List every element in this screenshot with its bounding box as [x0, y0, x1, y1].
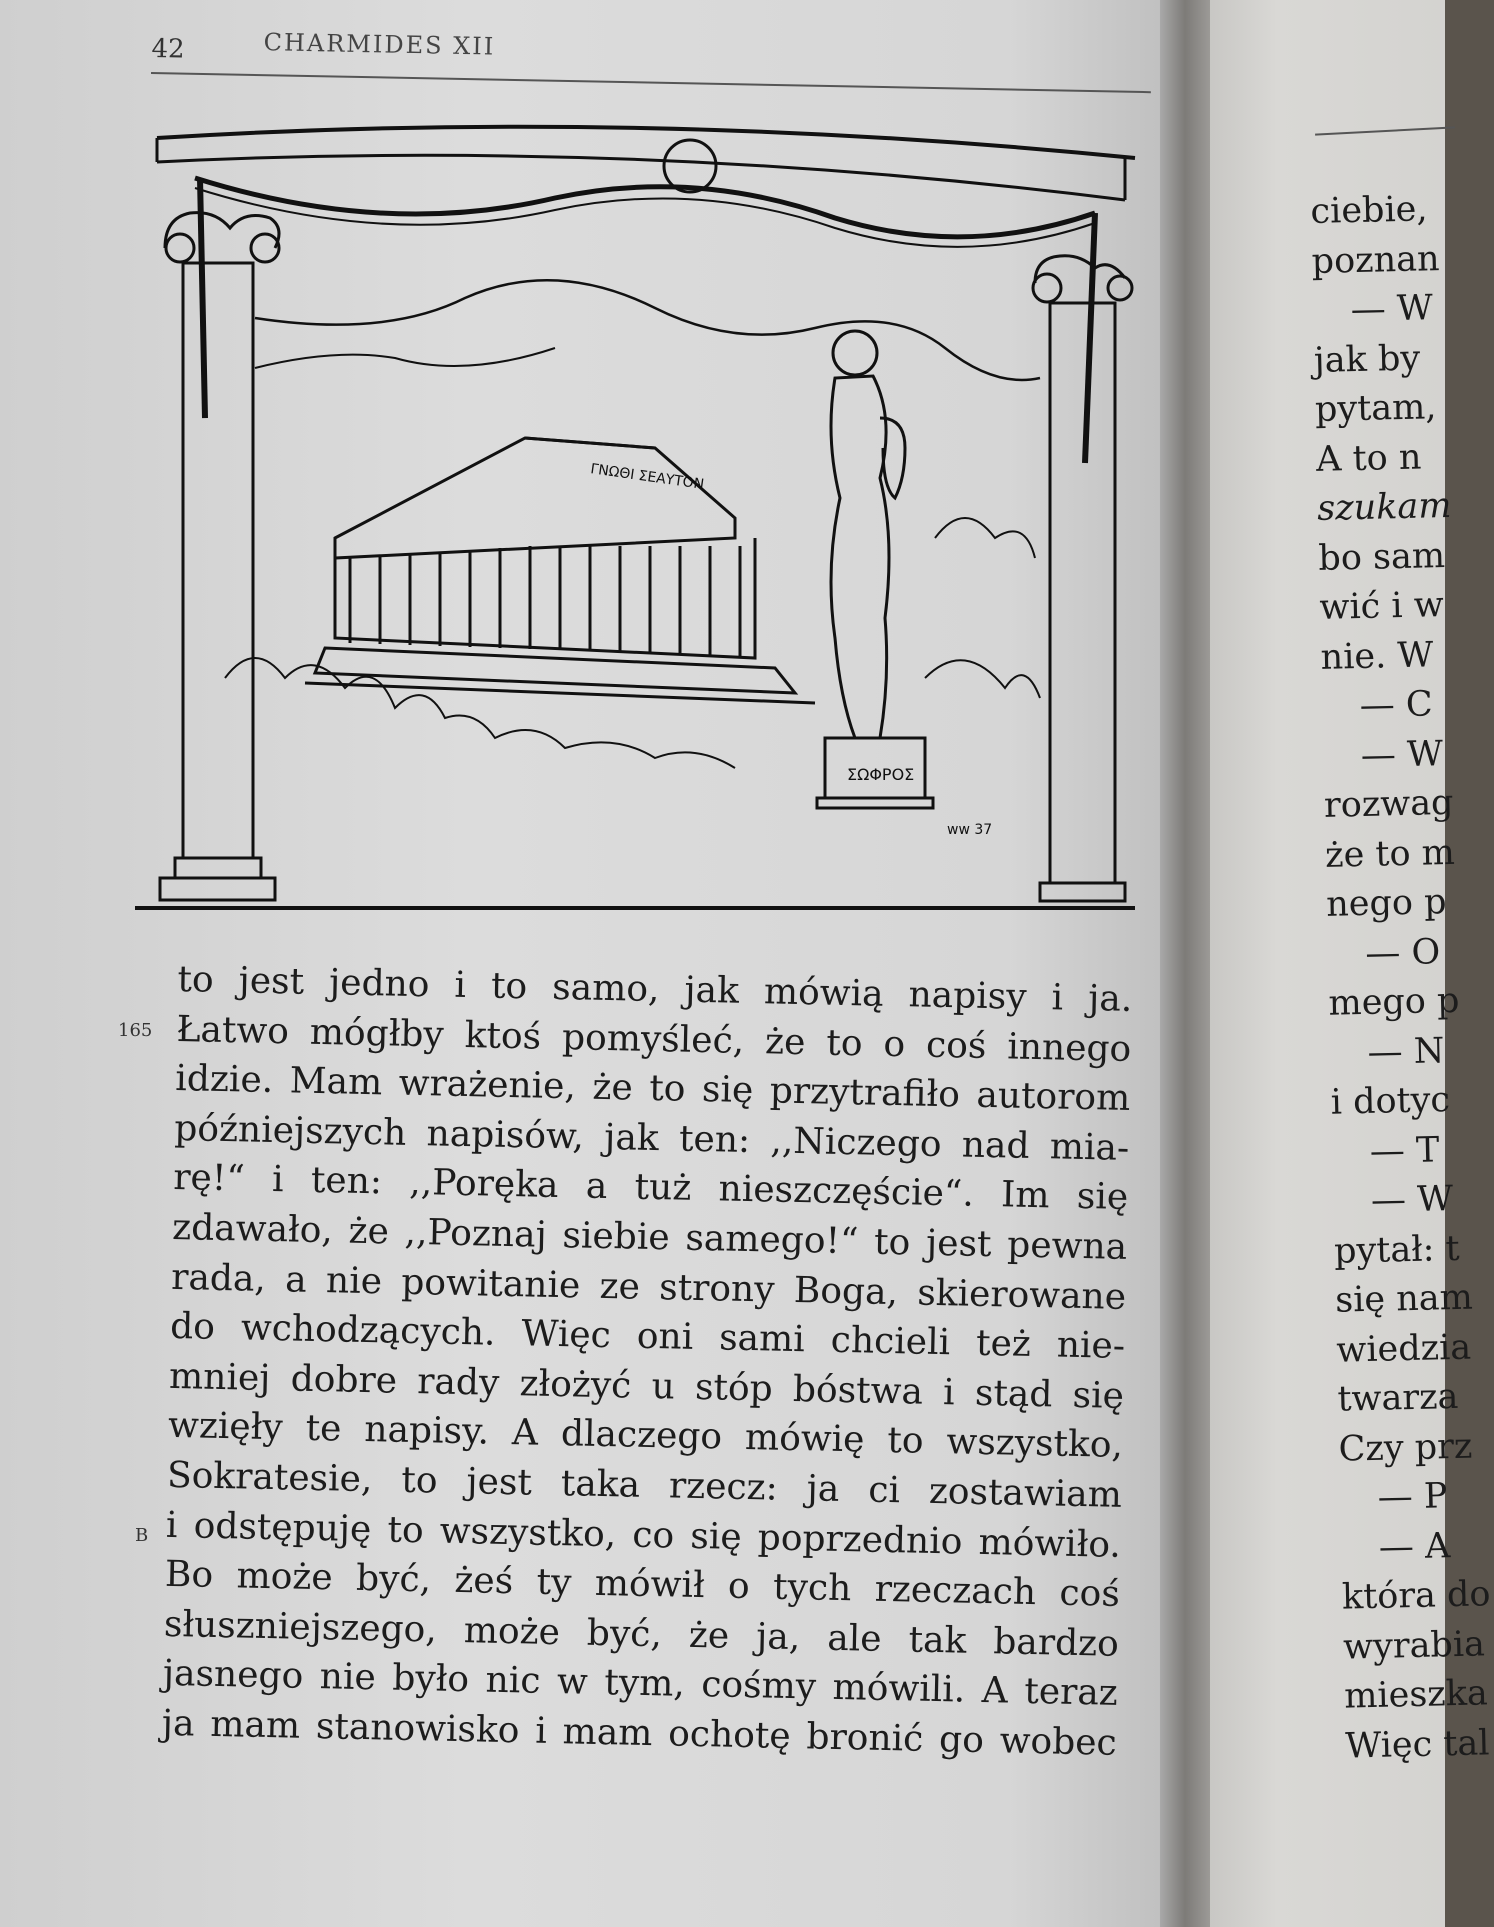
- text-line: szukam: [1316, 485, 1452, 529]
- body-text: [161, 955, 1132, 1768]
- line-number-165: 165: [118, 1020, 153, 1041]
- text-line: nie. W: [1320, 634, 1434, 678]
- text-line: rozwag: [1323, 782, 1454, 826]
- left-column: [160, 213, 279, 900]
- running-title: CHARMIDES XII: [263, 28, 496, 61]
- text-line: nego p: [1325, 882, 1447, 925]
- text-line: i odstępuję to wszystko, co się poprzednio mówiło.: [165, 1504, 1122, 1566]
- text-line: jak by: [1313, 338, 1421, 381]
- illustrator-signature: ww 37: [947, 822, 993, 838]
- text-line: wić i w: [1319, 585, 1445, 628]
- text-line: twarza: [1337, 1376, 1459, 1420]
- text-line: to jest jedno i to samo, jak mówią napisy i ja.: [177, 958, 1133, 1020]
- text-line: Łatwo mógłby ktoś pomyśleć, że to o coś innego: [176, 1008, 1132, 1070]
- text-line: poznan: [1311, 238, 1440, 282]
- text-line: zdawało, że ,,Poznaj siebie samego!“ to jest pewna: [171, 1206, 1128, 1268]
- text-line: idzie. Mam wrażenie, że to się przytrafiło autorom: [174, 1058, 1131, 1120]
- text-line: Więc tal: [1344, 1722, 1490, 1767]
- text-line: która do: [1341, 1574, 1491, 1618]
- text-line: Bo może być, żeś ty mówił o tych rzeczach coś: [164, 1553, 1121, 1615]
- statue-drawing: [817, 331, 933, 808]
- text-line: późniejszych napisów, jak ten: ,,Niczego nad mia-: [173, 1107, 1130, 1169]
- text-line: A to n: [1315, 437, 1422, 480]
- text-line: mieszka: [1343, 1673, 1489, 1717]
- text-line: mniej dobre rady złożyć u stóp bóstwa i stąd się: [168, 1355, 1125, 1417]
- text-line: — T: [1369, 1129, 1440, 1172]
- text-line: słuszniejszego, może być, że ja, ale tak bardzo: [163, 1603, 1120, 1665]
- text-line: rę!“ i ten: ,,Poręka a tuż nieszczęście“. Im się: [172, 1157, 1129, 1219]
- text-line: wzięły te napisy. A dlaczego mówię to wszystko,: [167, 1405, 1124, 1467]
- text-line: — O: [1364, 931, 1441, 974]
- text-line: ja mam stanowisko i mam ochotę bronić go wobec: [161, 1702, 1118, 1764]
- text-line: Czy prz: [1338, 1426, 1473, 1470]
- text-line: mego p: [1328, 980, 1460, 1024]
- text-line: pytał: t: [1333, 1228, 1461, 1272]
- text-line: do wchodzących. Więc oni sami chcieli też nie-: [169, 1306, 1126, 1368]
- text-line: — A: [1378, 1525, 1451, 1568]
- text-line: — W: [1360, 733, 1444, 776]
- temple-illustration: [135, 118, 1145, 900]
- text-line: — P: [1377, 1476, 1448, 1518]
- temple-drawing: [305, 438, 815, 703]
- text-line: bo sam: [1317, 535, 1446, 579]
- text-line: — N: [1367, 1030, 1445, 1073]
- text-line: pytam,: [1314, 387, 1437, 430]
- text-line: Sokratesie, to jest taka rzecz: ja ci zostawiam: [166, 1454, 1123, 1516]
- text-line: rada, a nie powitanie ze strony Boga, skierowane: [170, 1256, 1127, 1318]
- text-line: ciebie,: [1310, 189, 1428, 232]
- book-gutter: [1160, 0, 1210, 1927]
- text-line: wiedzia: [1335, 1327, 1472, 1371]
- text-line: — W: [1350, 288, 1434, 331]
- right-column: [1033, 256, 1132, 901]
- text-line: i dotyc: [1330, 1080, 1451, 1123]
- pedestal-inscription: ΣΩΦΡΟΣ: [847, 765, 915, 784]
- text-line: się nam: [1334, 1277, 1474, 1321]
- text-line: — W: [1370, 1179, 1454, 1221]
- section-marker-b: B: [135, 1525, 149, 1546]
- text-line: jasnego nie było nic w tym, cośmy mówili. A teraz: [162, 1653, 1119, 1715]
- pediment-inscription: ΓΝΩΘΙ ΣΕΑΥΤΟΝ: [589, 461, 705, 493]
- page-number: 42: [151, 33, 185, 65]
- text-line: — C: [1359, 684, 1434, 726]
- text-line: wyrabia: [1342, 1623, 1486, 1668]
- text-line: że to m: [1324, 832, 1456, 876]
